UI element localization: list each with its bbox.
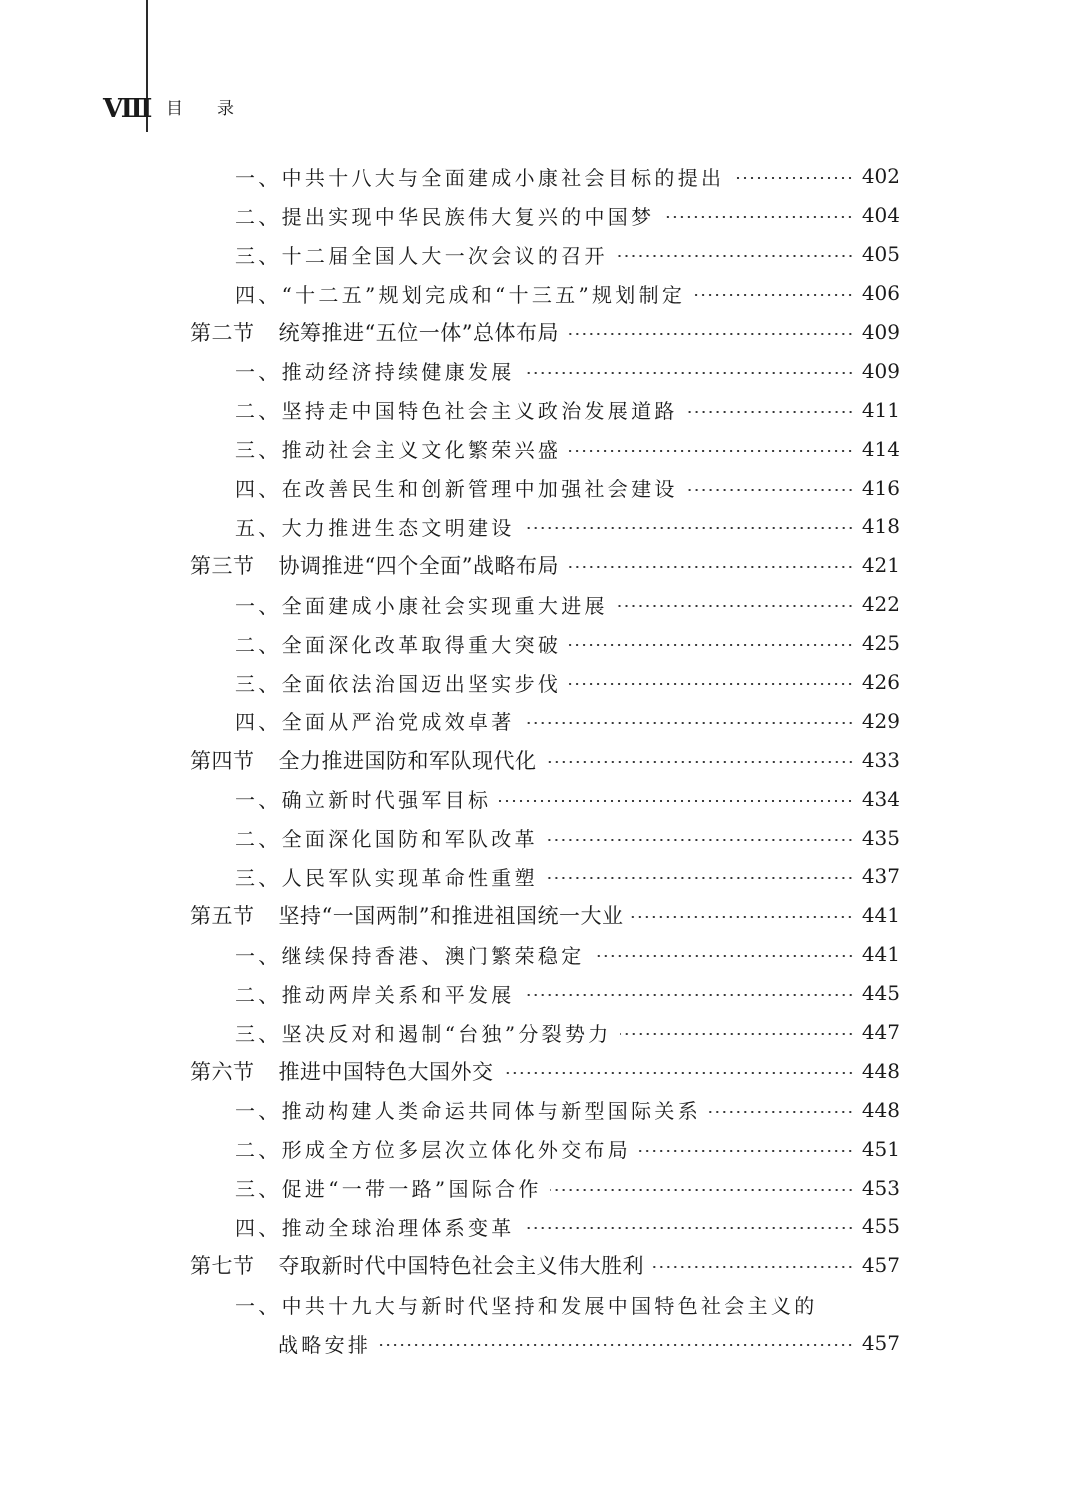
toc-page-number: 416 [861, 475, 900, 500]
toc-item-entry[interactable] [190, 701, 900, 740]
toc-page-number: 425 [861, 631, 900, 656]
toc-page-number: 421 [861, 553, 900, 578]
toc-page-number: 453 [861, 1175, 900, 1200]
toc-entry-number: 三、 [235, 243, 282, 268]
toc-page-number: 422 [861, 592, 900, 617]
toc-entry-number: 一、 [235, 360, 282, 385]
dot-leader [567, 333, 854, 335]
toc-entry-title: 坚持走中国特色社会主义政治发展道路 [281, 399, 678, 424]
dot-leader [616, 255, 854, 257]
dot-leader [550, 1189, 854, 1191]
toc-section-entry[interactable] [190, 1051, 900, 1090]
toc-entry-title: 推动社会主义文化繁荣兴盛 [281, 438, 562, 463]
dot-leader [545, 761, 854, 763]
toc-item-entry[interactable] [190, 624, 900, 663]
toc-entry-title: 全面依法治国迈出坚实步伐 [281, 671, 562, 696]
toc-entry-number: 三、 [235, 671, 282, 696]
toc-entry-title: 人民军队实现革命性重塑 [281, 865, 538, 890]
dot-leader [523, 527, 854, 529]
toc-entry-title: 统筹推进“五位一体”总体布局 [278, 321, 559, 345]
toc-item-entry[interactable] [190, 1090, 900, 1129]
toc-entry-number: 第二节 [190, 321, 255, 345]
toc-entry-title: 全面建成小康社会实现重大进展 [281, 593, 608, 618]
toc-page-number: 426 [861, 670, 900, 695]
toc-page-number: 451 [861, 1136, 900, 1161]
toc-item-entry[interactable] [190, 974, 900, 1013]
toc-entry-title: 推动全球治理体系变革 [281, 1215, 515, 1240]
toc-entry-number: 一、 [235, 1099, 282, 1124]
dot-leader [546, 877, 854, 879]
toc-entry-title: 全面深化改革取得重大突破 [281, 632, 562, 657]
toc-entry-number: 三、 [235, 438, 282, 463]
toc-entry-number: 一、 [235, 165, 282, 190]
toc-entry-title: 坚持“一国两制”和推进祖国统一大业 [278, 904, 624, 929]
toc-entry-number: 第六节 [190, 1059, 255, 1084]
toc-page-number: 404 [861, 203, 900, 228]
toc-entry-number: 四、 [235, 282, 282, 307]
toc-page-number: 405 [861, 242, 900, 267]
dot-leader [502, 1072, 854, 1074]
toc-entry-title: 在改善民生和创新管理中加强社会建设 [281, 477, 678, 502]
toc-page-number: 418 [861, 514, 900, 539]
dot-leader [693, 294, 854, 296]
toc-section-entry[interactable] [190, 740, 900, 779]
toc-page-number: 406 [861, 281, 900, 306]
dot-leader [567, 566, 854, 568]
toc-entry-title: “十二五”规划完成和“十三五”规划制定 [281, 282, 686, 307]
toc-entry-title: 战略安排 [278, 1332, 372, 1357]
toc-section-entry[interactable] [190, 313, 900, 352]
toc-entry-number: 三、 [235, 865, 282, 890]
toc-entry-number: 第七节 [190, 1254, 255, 1279]
toc-entry-number: 一、 [235, 1293, 282, 1318]
toc-page-number: 441 [861, 903, 900, 928]
toc-section-entry[interactable] [190, 896, 900, 935]
dot-leader [569, 644, 854, 646]
toc-item-entry[interactable] [190, 857, 900, 896]
toc-page-number: 402 [861, 164, 900, 189]
toc-page-number: 455 [861, 1214, 900, 1239]
toc-item-entry[interactable] [190, 390, 900, 429]
toc-page-number: 409 [861, 358, 900, 383]
toc-page-number: 448 [861, 1058, 900, 1083]
toc-page-number: 445 [861, 981, 900, 1006]
toc-entry-number: 第三节 [190, 554, 255, 579]
dot-leader [523, 1227, 854, 1229]
toc-item-entry[interactable] [190, 585, 900, 624]
toc-entry-title: 促进“一带一路”国际合作 [281, 1177, 542, 1202]
toc-entry-number: 第五节 [190, 904, 255, 929]
dot-leader [379, 1344, 854, 1346]
toc-item-entry[interactable] [190, 507, 900, 546]
toc-page-number: 435 [861, 825, 900, 850]
dot-leader [569, 450, 854, 452]
dot-leader [620, 1033, 854, 1035]
toc-item-entry[interactable] [190, 663, 900, 702]
toc-entry-number: 一、 [235, 788, 282, 813]
toc-item-entry[interactable] [190, 429, 900, 468]
dot-leader [686, 411, 854, 413]
toc-entry-number: 三、 [235, 1177, 282, 1202]
dot-leader [546, 839, 854, 841]
dot-leader [523, 722, 854, 724]
dot-leader [639, 1150, 854, 1152]
dot-leader [499, 800, 854, 802]
toc-page-number: 437 [861, 864, 900, 889]
toc-entry-number: 第四节 [190, 748, 255, 773]
toc-entry-title: 全面深化国防和军队改革 [281, 827, 538, 852]
toc-item-entry[interactable] [190, 351, 900, 390]
toc-page-number: 409 [861, 320, 900, 344]
toc-page-number: 457 [861, 1253, 900, 1278]
toc-entry-title: 推动构建人类命运共同体与新型国际关系 [281, 1099, 702, 1124]
toc-entry-title: 推动经济持续健康发展 [281, 360, 515, 385]
dot-leader [662, 216, 853, 218]
toc-entry-number: 一、 [235, 943, 282, 968]
toc-item-entry[interactable] [190, 468, 900, 507]
toc-entry-number: 一、 [235, 593, 282, 618]
toc-entry-number: 二、 [235, 399, 282, 424]
toc-entry-title: 坚决反对和遏制“台独”分裂势力 [281, 1021, 612, 1046]
toc-page-number: 441 [861, 942, 900, 967]
toc-item-entry[interactable] [190, 1129, 900, 1168]
toc-entry-number: 四、 [235, 1215, 282, 1240]
toc-entry-number: 二、 [235, 204, 282, 229]
toc-entry-title: 夺取新时代中国特色社会主义伟大胜利 [278, 1254, 644, 1279]
toc-entry-title: 确立新时代强军目标 [281, 788, 492, 813]
toc-entry-number: 二、 [235, 1138, 282, 1163]
toc-page-number: 457 [861, 1331, 900, 1356]
toc-page-number: 447 [861, 1020, 900, 1045]
toc-section-entry[interactable] [190, 1246, 900, 1285]
toc-item-entry[interactable] [190, 1168, 900, 1207]
toc-item-entry[interactable] [190, 779, 900, 818]
toc-entry-title: 提出实现中华民族伟大复兴的中国梦 [281, 204, 655, 229]
running-head: 目录 [166, 99, 268, 119]
dot-leader [631, 916, 853, 918]
toc-entry-title: 全面从严治党成效卓著 [281, 710, 515, 735]
toc-entry-number: 四、 [235, 710, 282, 735]
toc-page-number: 411 [861, 397, 900, 422]
toc-item-entry[interactable] [190, 1285, 900, 1324]
dot-leader [523, 994, 854, 996]
toc-entry-title: 全力推进国防和军队现代化 [278, 748, 537, 773]
dot-leader [616, 605, 854, 607]
toc-entry-number: 二、 [235, 982, 282, 1007]
toc-item-entry[interactable] [190, 196, 900, 235]
toc-entry-title: 协调推进“四个全面”战略布局 [278, 554, 559, 579]
dot-leader [732, 177, 854, 179]
dot-leader [709, 1111, 854, 1113]
toc-entry-title: 十二届全国人大一次会议的召开 [281, 243, 608, 268]
toc-page-number: 448 [861, 1097, 900, 1122]
toc-item-entry[interactable] [190, 818, 900, 857]
dot-leader [569, 683, 854, 685]
toc-item-entry[interactable] [190, 935, 900, 974]
toc-entry-number: 四、 [235, 477, 282, 502]
toc-item-entry[interactable] [190, 274, 900, 313]
toc-page-number: 429 [861, 708, 900, 733]
dot-leader [523, 372, 854, 374]
dot-leader [652, 1266, 854, 1268]
toc-section-entry[interactable] [190, 546, 900, 585]
toc-entry-title: 中共十九大与新时代坚持和发展中国特色社会主义的 [281, 1293, 818, 1318]
toc-item-entry[interactable] [190, 235, 900, 274]
toc-entry-title: 继续保持香港、澳门繁荣稳定 [281, 943, 585, 968]
toc-entry-title: 推进中国特色大国外交 [278, 1059, 494, 1084]
toc-entry-title: 形成全方位多层次立体化外交布局 [281, 1138, 632, 1163]
page-folio: Ⅷ [103, 94, 151, 124]
toc-entry-number: 二、 [235, 827, 282, 852]
toc-item-entry[interactable] [190, 1013, 900, 1052]
toc-entry-number: 五、 [235, 515, 282, 540]
dot-leader [686, 489, 854, 491]
toc-item-entry[interactable] [190, 157, 900, 196]
toc-entry-title: 大力推进生态文明建设 [281, 515, 515, 540]
toc-item-entry[interactable] [190, 1207, 900, 1246]
toc-page-number: 434 [861, 786, 900, 811]
toc-entry-number: 二、 [235, 632, 282, 657]
toc-page-number: 414 [861, 436, 900, 461]
toc-entry-title: 推动两岸关系和平发展 [281, 982, 515, 1007]
toc-page-number: 433 [861, 747, 900, 772]
toc-item-entry[interactable] [190, 1324, 900, 1363]
table-of-contents [190, 157, 900, 1363]
dot-leader [593, 955, 854, 957]
toc-entry-number: 三、 [235, 1021, 282, 1046]
toc-entry-title: 中共十八大与全面建成小康社会目标的提出 [281, 165, 725, 190]
